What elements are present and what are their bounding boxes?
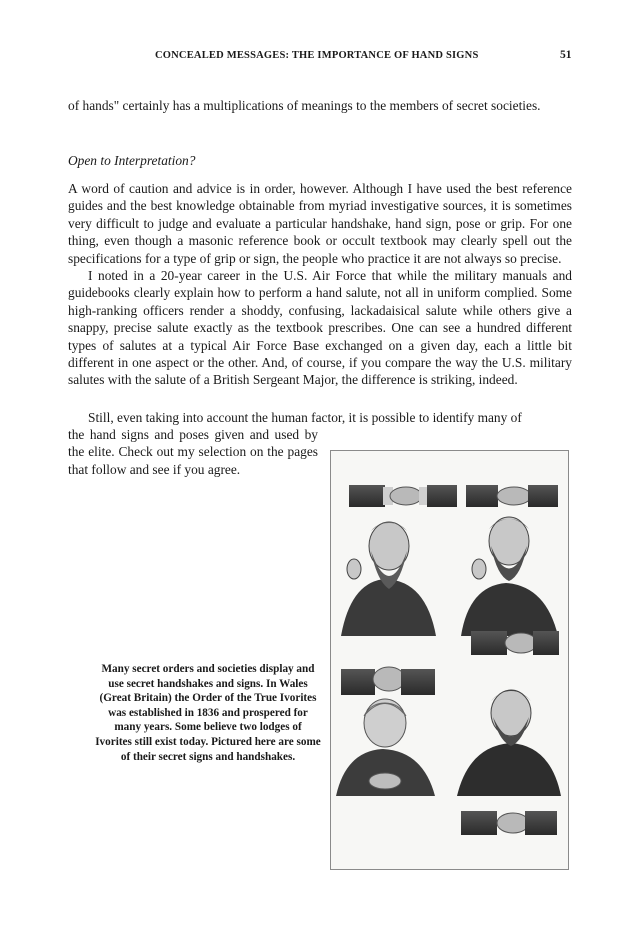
handshake-engraving-2 [466, 485, 558, 507]
handshake-engraving-1 [349, 485, 457, 507]
handshake-engraving-3 [471, 631, 559, 655]
handshake-engraving-4 [341, 667, 435, 695]
handshake-engraving-5 [461, 811, 557, 835]
paragraph-caution: A word of caution and advice is in order, however. Although I have used the best reference guides and the best knowledge obtainable from myriad investigative sources, it is sometimes very difficult to judge and evaluate a particular handshake, hand sign, pose or grip. For one thing, even though a masonic reference book or occult textbook may clearly spell out the specifications for a type of grip or sign, the people who practice it are not always so precise. [68, 181, 572, 266]
running-title: CONCEALED MESSAGES: THE IMPORTANCE OF HAND SIGNS [155, 50, 479, 61]
section-subheading: Open to Interpretation? [68, 153, 196, 168]
portrait-bearded-man-1 [341, 522, 436, 636]
paragraph-continuation: of hands" certainly has a multiplications of meanings to the members of secret societies. [68, 98, 541, 113]
portrait-bearded-man-2 [461, 517, 558, 636]
paragraph-human-factor-line1: Still, even taking into account the human factor, it is possible to identify many of [88, 410, 522, 425]
figure-caption: Many secret orders and societies display and use secret handshakes and signs. In Wales (Great Britain) the Order of the True Ivorites was established in 1836 and prospered for many years. Some believe two lodges of Ivorites still exist today. Pictured here are some of their secret signs and handshakes. [95, 663, 321, 763]
portrait-bearded-man-3 [457, 690, 561, 796]
page-number: 51 [560, 49, 572, 61]
paragraph-air-force: I noted in a 20-year career in the U.S. Air Force that while the military manuals and guidebooks clearly explain how to perform a hand salute, not all in uniform complied. Some high-ranking officers render a shoddy, confusing, lackadaisical salute while others give a snappy, precise salute exactly as the textbook prescribes. One can see a hundred different types of salutes at a typical Air Force Base exchanged on a given day, each a little bit different in one aspect or the other. And, of course, if you compare the way the U.S. military salutes with the salute of a British Sergeant Major, the difference is striking, indeed. [68, 268, 572, 388]
engraving-plate [331, 451, 568, 869]
paragraph-human-factor-rest: the hand signs and poses given and used by the elite. Check out my selection on the pages that follow and see if you agree. [68, 427, 318, 477]
portrait-woman [336, 699, 435, 796]
ivorites-signs-illustration [330, 450, 569, 870]
